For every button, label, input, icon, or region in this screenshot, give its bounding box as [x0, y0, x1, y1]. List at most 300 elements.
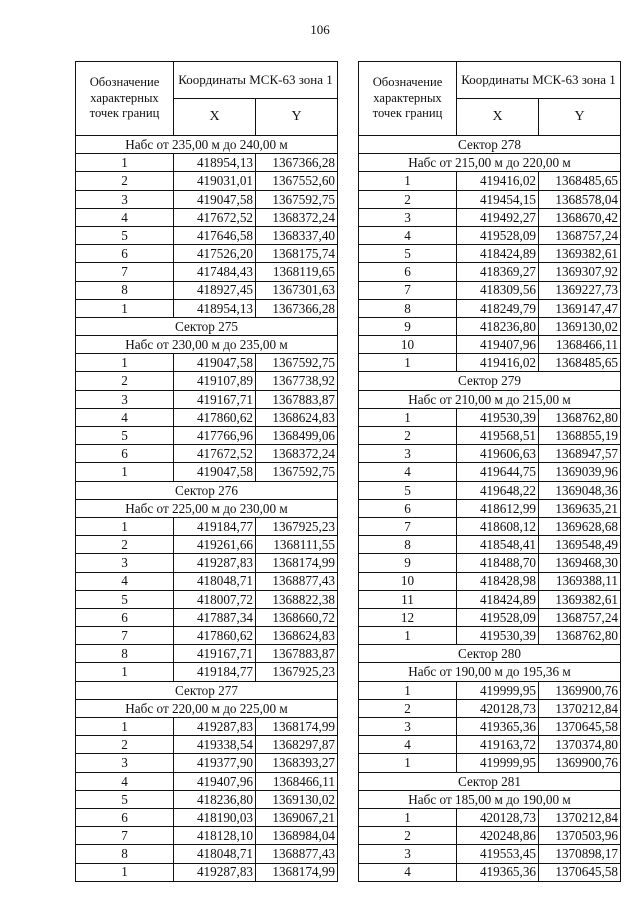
table-row [359, 226, 621, 244]
table-row [359, 481, 621, 499]
table-row [76, 463, 338, 481]
table-row [359, 408, 621, 426]
y-coordinate-cell: 1368624,83 [256, 627, 338, 645]
y-coordinate-cell: 1369130,02 [539, 317, 621, 335]
y-coordinate-cell: 1368174,99 [256, 554, 338, 572]
point-number-cell: 1 [76, 517, 174, 535]
y-coordinate-cell: 1369388,11 [539, 572, 621, 590]
table-row [359, 190, 621, 208]
point-number-cell: 7 [359, 517, 457, 535]
x-coordinate-cell: 419338,54 [174, 736, 256, 754]
y-coordinate-cell: 1368485,65 [539, 172, 621, 190]
y-coordinate-cell: 1367738,92 [256, 372, 338, 390]
x-coordinate-cell: 417860,62 [174, 627, 256, 645]
section-header: Набс от 220,00 м до 225,00 м [76, 699, 338, 717]
point-number-cell: 7 [76, 627, 174, 645]
point-number-cell: 3 [359, 208, 457, 226]
point-number-cell: 5 [359, 245, 457, 263]
x-coordinate-cell: 419568,51 [457, 427, 539, 445]
point-number-cell: 2 [76, 372, 174, 390]
section-header: Набс от 190,00 м до 195,36 м [359, 663, 621, 681]
point-number-cell: 1 [359, 172, 457, 190]
x-coordinate-cell: 419365,36 [457, 863, 539, 881]
point-number-cell: 4 [76, 408, 174, 426]
y-coordinate-cell: 1368624,83 [256, 408, 338, 426]
table-row [76, 281, 338, 299]
point-number-cell: 9 [359, 554, 457, 572]
x-coordinate-cell: 419454,15 [457, 190, 539, 208]
section-header: Набс от 230,00 м до 235,00 м [76, 336, 338, 354]
x-coordinate-cell: 419107,89 [174, 372, 256, 390]
x-coordinate-cell: 419167,71 [174, 645, 256, 663]
table-row [359, 627, 621, 645]
point-number-cell: 6 [76, 808, 174, 826]
x-coordinate-cell: 419287,83 [174, 863, 256, 881]
x-coordinate-cell: 419416,02 [457, 172, 539, 190]
x-coordinate-cell: 419047,58 [174, 190, 256, 208]
column-header-y: Y [539, 99, 621, 136]
point-number-cell: 1 [76, 463, 174, 481]
table-row [359, 281, 621, 299]
y-coordinate-cell: 1367592,75 [256, 190, 338, 208]
y-coordinate-cell: 1369468,30 [539, 554, 621, 572]
table-row [76, 572, 338, 590]
section-header-row [359, 790, 621, 808]
point-number-cell: 2 [76, 536, 174, 554]
y-coordinate-cell: 1368670,42 [539, 208, 621, 226]
table-row [359, 172, 621, 190]
table-row [76, 226, 338, 244]
x-coordinate-cell: 418424,89 [457, 590, 539, 608]
x-coordinate-cell: 417646,58 [174, 226, 256, 244]
y-coordinate-cell: 1369307,92 [539, 263, 621, 281]
x-coordinate-cell: 418954,13 [174, 154, 256, 172]
x-coordinate-cell: 419184,77 [174, 517, 256, 535]
x-coordinate-cell: 418424,89 [457, 245, 539, 263]
point-number-cell: 4 [359, 863, 457, 881]
section-header-row [76, 681, 338, 699]
y-coordinate-cell: 1369900,76 [539, 754, 621, 772]
y-coordinate-cell: 1368174,99 [256, 863, 338, 881]
table-row [76, 627, 338, 645]
point-number-cell: 8 [76, 645, 174, 663]
table-row [359, 845, 621, 863]
x-coordinate-cell: 419184,77 [174, 663, 256, 681]
table-row [359, 317, 621, 335]
point-number-cell: 5 [76, 590, 174, 608]
section-header-row [76, 336, 338, 354]
x-coordinate-cell: 419365,36 [457, 718, 539, 736]
x-coordinate-cell: 418048,71 [174, 845, 256, 863]
x-coordinate-cell: 418548,41 [457, 536, 539, 554]
point-number-cell: 6 [76, 245, 174, 263]
column-header-x: X [457, 99, 539, 136]
table-row [76, 808, 338, 826]
x-coordinate-cell: 418954,13 [174, 299, 256, 317]
table-row [76, 845, 338, 863]
y-coordinate-cell: 1368297,87 [256, 736, 338, 754]
section-header: Набс от 210,00 м до 215,00 м [359, 390, 621, 408]
y-coordinate-cell: 1368174,99 [256, 718, 338, 736]
point-number-cell: 8 [76, 845, 174, 863]
x-coordinate-cell: 419261,66 [174, 536, 256, 554]
table-row [359, 736, 621, 754]
column-header-coordinates: Координаты МСК-63 зона 1 [457, 62, 621, 99]
table-row [359, 427, 621, 445]
x-coordinate-cell: 419530,39 [457, 408, 539, 426]
y-coordinate-cell: 1368372,24 [256, 445, 338, 463]
table-row [359, 517, 621, 535]
table-row [76, 590, 338, 608]
y-coordinate-cell: 1368822,38 [256, 590, 338, 608]
y-coordinate-cell: 1368578,04 [539, 190, 621, 208]
table-row [76, 172, 338, 190]
point-number-cell: 10 [359, 336, 457, 354]
y-coordinate-cell: 1368947,57 [539, 445, 621, 463]
y-coordinate-cell: 1368855,19 [539, 427, 621, 445]
section-header-row [76, 481, 338, 499]
point-number-cell: 5 [76, 427, 174, 445]
point-number-cell: 4 [76, 572, 174, 590]
x-coordinate-cell: 419999,95 [457, 754, 539, 772]
y-coordinate-cell: 1370374,80 [539, 736, 621, 754]
x-coordinate-cell: 418190,03 [174, 808, 256, 826]
x-coordinate-cell: 419163,72 [457, 736, 539, 754]
x-coordinate-cell: 419492,27 [457, 208, 539, 226]
table-row [76, 263, 338, 281]
point-number-cell: 7 [76, 827, 174, 845]
table-body-left [76, 136, 338, 882]
table-row [359, 827, 621, 845]
point-number-cell: 12 [359, 608, 457, 626]
section-header: Сектор 278 [359, 136, 621, 154]
column-header-y: Y [256, 99, 338, 136]
point-number-cell: 2 [359, 699, 457, 717]
y-coordinate-cell: 1368372,24 [256, 208, 338, 226]
table-row [76, 536, 338, 554]
y-coordinate-cell: 1368762,80 [539, 408, 621, 426]
x-coordinate-cell: 419287,83 [174, 718, 256, 736]
point-number-cell: 3 [76, 754, 174, 772]
table-row [359, 808, 621, 826]
point-number-cell: 5 [359, 481, 457, 499]
y-coordinate-cell: 1370212,84 [539, 808, 621, 826]
table-row [359, 863, 621, 881]
table-row [359, 336, 621, 354]
table-row [76, 645, 338, 663]
x-coordinate-cell: 417766,96 [174, 427, 256, 445]
y-coordinate-cell: 1369130,02 [256, 790, 338, 808]
x-coordinate-cell: 418236,80 [457, 317, 539, 335]
x-coordinate-cell: 419606,63 [457, 445, 539, 463]
x-coordinate-cell: 418007,72 [174, 590, 256, 608]
y-coordinate-cell: 1370645,58 [539, 863, 621, 881]
point-number-cell: 4 [76, 772, 174, 790]
y-coordinate-cell: 1369382,61 [539, 590, 621, 608]
x-coordinate-cell: 419047,58 [174, 463, 256, 481]
x-coordinate-cell: 417484,43 [174, 263, 256, 281]
y-coordinate-cell: 1369147,47 [539, 299, 621, 317]
section-header-row [359, 154, 621, 172]
table-row [359, 463, 621, 481]
point-number-cell: 8 [76, 281, 174, 299]
table-row [76, 190, 338, 208]
x-coordinate-cell: 419407,96 [174, 772, 256, 790]
point-number-cell: 1 [359, 681, 457, 699]
section-header: Сектор 277 [76, 681, 338, 699]
y-coordinate-cell: 1367592,75 [256, 463, 338, 481]
y-coordinate-cell: 1369628,68 [539, 517, 621, 535]
point-number-cell: 4 [76, 208, 174, 226]
table-row [76, 354, 338, 372]
x-coordinate-cell: 420248,86 [457, 827, 539, 845]
table-row [359, 681, 621, 699]
y-coordinate-cell: 1368175,74 [256, 245, 338, 263]
point-number-cell: 11 [359, 590, 457, 608]
point-number-cell: 1 [359, 408, 457, 426]
x-coordinate-cell: 419416,02 [457, 354, 539, 372]
section-header: Сектор 275 [76, 317, 338, 335]
section-header: Набс от 235,00 м до 240,00 м [76, 136, 338, 154]
y-coordinate-cell: 1370503,96 [539, 827, 621, 845]
x-coordinate-cell: 419031,01 [174, 172, 256, 190]
table-row [359, 499, 621, 517]
point-number-cell: 1 [76, 718, 174, 736]
point-number-cell: 4 [359, 463, 457, 481]
table-row [359, 354, 621, 372]
column-header-coordinates: Координаты МСК-63 зона 1 [174, 62, 338, 99]
point-number-cell: 1 [359, 808, 457, 826]
point-number-cell: 2 [359, 190, 457, 208]
table-row [359, 590, 621, 608]
point-number-cell: 1 [76, 154, 174, 172]
point-number-cell: 3 [76, 390, 174, 408]
point-number-cell: 2 [76, 172, 174, 190]
y-coordinate-cell: 1368466,11 [539, 336, 621, 354]
point-number-cell: 9 [359, 317, 457, 335]
point-number-cell: 6 [76, 608, 174, 626]
point-number-cell: 4 [359, 736, 457, 754]
point-number-cell: 6 [359, 499, 457, 517]
point-number-cell: 3 [359, 445, 457, 463]
column-header-point-label: Обозначение характерных точек границ [359, 62, 457, 136]
table-row [76, 372, 338, 390]
y-coordinate-cell: 1367592,75 [256, 354, 338, 372]
section-header-row [359, 136, 621, 154]
table-row [359, 445, 621, 463]
table-row [76, 827, 338, 845]
y-coordinate-cell: 1368119,65 [256, 263, 338, 281]
x-coordinate-cell: 418927,45 [174, 281, 256, 299]
x-coordinate-cell: 419047,58 [174, 354, 256, 372]
y-coordinate-cell: 1369900,76 [539, 681, 621, 699]
x-coordinate-cell: 418369,27 [457, 263, 539, 281]
point-number-cell: 8 [359, 536, 457, 554]
x-coordinate-cell: 419644,75 [457, 463, 539, 481]
x-coordinate-cell: 419528,09 [457, 608, 539, 626]
table-row [76, 390, 338, 408]
table-row [76, 554, 338, 572]
table-row [76, 608, 338, 626]
y-coordinate-cell: 1370645,58 [539, 718, 621, 736]
column-header-x: X [174, 99, 256, 136]
table-row [76, 754, 338, 772]
section-header-row [76, 499, 338, 517]
x-coordinate-cell: 419407,96 [457, 336, 539, 354]
x-coordinate-cell: 419528,09 [457, 226, 539, 244]
table-row [359, 699, 621, 717]
section-header-row [359, 390, 621, 408]
page-number: 106 [310, 22, 330, 37]
point-number-cell: 1 [359, 754, 457, 772]
point-number-cell: 5 [76, 790, 174, 808]
table-row [76, 154, 338, 172]
section-header: Набс от 215,00 м до 220,00 м [359, 154, 621, 172]
x-coordinate-cell: 420128,73 [457, 808, 539, 826]
table-row [76, 663, 338, 681]
section-header-row [76, 317, 338, 335]
x-coordinate-cell: 418309,56 [457, 281, 539, 299]
x-coordinate-cell: 417860,62 [174, 408, 256, 426]
point-number-cell: 6 [359, 263, 457, 281]
table-row [76, 445, 338, 463]
point-number-cell: 2 [76, 736, 174, 754]
point-number-cell: 5 [76, 226, 174, 244]
section-header: Сектор 281 [359, 772, 621, 790]
table-row [359, 208, 621, 226]
x-coordinate-cell: 418428,98 [457, 572, 539, 590]
table-row [359, 299, 621, 317]
point-number-cell: 3 [76, 190, 174, 208]
point-number-cell: 1 [76, 354, 174, 372]
point-number-cell: 1 [359, 354, 457, 372]
column-header-point-label: Обозначение характерных точек границ [76, 62, 174, 136]
point-number-cell: 3 [76, 554, 174, 572]
table-body-right [359, 136, 621, 882]
x-coordinate-cell: 417672,52 [174, 208, 256, 226]
table-row [76, 718, 338, 736]
point-number-cell: 3 [359, 845, 457, 863]
point-number-cell: 1 [76, 663, 174, 681]
point-number-cell: 7 [359, 281, 457, 299]
x-coordinate-cell: 419530,39 [457, 627, 539, 645]
y-coordinate-cell: 1368499,06 [256, 427, 338, 445]
y-coordinate-cell: 1368877,43 [256, 845, 338, 863]
y-coordinate-cell: 1369635,21 [539, 499, 621, 517]
table-row [76, 772, 338, 790]
table-row [359, 718, 621, 736]
y-coordinate-cell: 1368757,24 [539, 608, 621, 626]
section-header-row [359, 663, 621, 681]
x-coordinate-cell: 419167,71 [174, 390, 256, 408]
table-row [359, 608, 621, 626]
point-number-cell: 7 [76, 263, 174, 281]
y-coordinate-cell: 1368111,55 [256, 536, 338, 554]
y-coordinate-cell: 1367366,28 [256, 154, 338, 172]
section-header: Сектор 276 [76, 481, 338, 499]
table-row [359, 245, 621, 263]
y-coordinate-cell: 1368984,04 [256, 827, 338, 845]
section-header: Сектор 279 [359, 372, 621, 390]
point-number-cell: 2 [359, 427, 457, 445]
coordinates-table-right [358, 61, 621, 882]
y-coordinate-cell: 1368877,43 [256, 572, 338, 590]
x-coordinate-cell: 417672,52 [174, 445, 256, 463]
section-header: Набс от 225,00 м до 230,00 м [76, 499, 338, 517]
point-number-cell: 2 [359, 827, 457, 845]
x-coordinate-cell: 419377,90 [174, 754, 256, 772]
y-coordinate-cell: 1367883,87 [256, 645, 338, 663]
y-coordinate-cell: 1369067,21 [256, 808, 338, 826]
x-coordinate-cell: 418236,80 [174, 790, 256, 808]
y-coordinate-cell: 1368337,40 [256, 226, 338, 244]
table-row [359, 554, 621, 572]
table-row [76, 517, 338, 535]
section-header-row [76, 136, 338, 154]
point-number-cell: 8 [359, 299, 457, 317]
y-coordinate-cell: 1367925,23 [256, 517, 338, 535]
y-coordinate-cell: 1367301,63 [256, 281, 338, 299]
x-coordinate-cell: 420128,73 [457, 699, 539, 717]
y-coordinate-cell: 1368762,80 [539, 627, 621, 645]
table-row [76, 790, 338, 808]
x-coordinate-cell: 419648,22 [457, 481, 539, 499]
x-coordinate-cell: 419999,95 [457, 681, 539, 699]
point-number-cell: 3 [359, 718, 457, 736]
table-row [359, 263, 621, 281]
section-header: Сектор 280 [359, 645, 621, 663]
x-coordinate-cell: 418048,71 [174, 572, 256, 590]
table-row [76, 245, 338, 263]
x-coordinate-cell: 417887,34 [174, 608, 256, 626]
y-coordinate-cell: 1369048,36 [539, 481, 621, 499]
x-coordinate-cell: 417526,20 [174, 245, 256, 263]
y-coordinate-cell: 1367883,87 [256, 390, 338, 408]
y-coordinate-cell: 1367366,28 [256, 299, 338, 317]
x-coordinate-cell: 418608,12 [457, 517, 539, 535]
point-number-cell: 4 [359, 226, 457, 244]
y-coordinate-cell: 1369382,61 [539, 245, 621, 263]
y-coordinate-cell: 1367552,60 [256, 172, 338, 190]
table-row [76, 427, 338, 445]
y-coordinate-cell: 1368393,27 [256, 754, 338, 772]
point-number-cell: 1 [359, 627, 457, 645]
y-coordinate-cell: 1368466,11 [256, 772, 338, 790]
point-number-cell: 1 [76, 299, 174, 317]
table-row [76, 863, 338, 881]
section-header-row [359, 645, 621, 663]
section-header-row [359, 772, 621, 790]
table-row [76, 299, 338, 317]
table-row [76, 736, 338, 754]
table-row [76, 208, 338, 226]
x-coordinate-cell: 418128,10 [174, 827, 256, 845]
y-coordinate-cell: 1369039,96 [539, 463, 621, 481]
x-coordinate-cell: 419553,45 [457, 845, 539, 863]
section-header-row [76, 699, 338, 717]
y-coordinate-cell: 1369227,73 [539, 281, 621, 299]
x-coordinate-cell: 418488,70 [457, 554, 539, 572]
y-coordinate-cell: 1370212,84 [539, 699, 621, 717]
point-number-cell: 6 [76, 445, 174, 463]
y-coordinate-cell: 1368757,24 [539, 226, 621, 244]
coordinates-table-left [75, 61, 338, 882]
x-coordinate-cell: 418249,79 [457, 299, 539, 317]
table-row [359, 536, 621, 554]
x-coordinate-cell: 418612,99 [457, 499, 539, 517]
table-row [359, 572, 621, 590]
point-number-cell: 10 [359, 572, 457, 590]
